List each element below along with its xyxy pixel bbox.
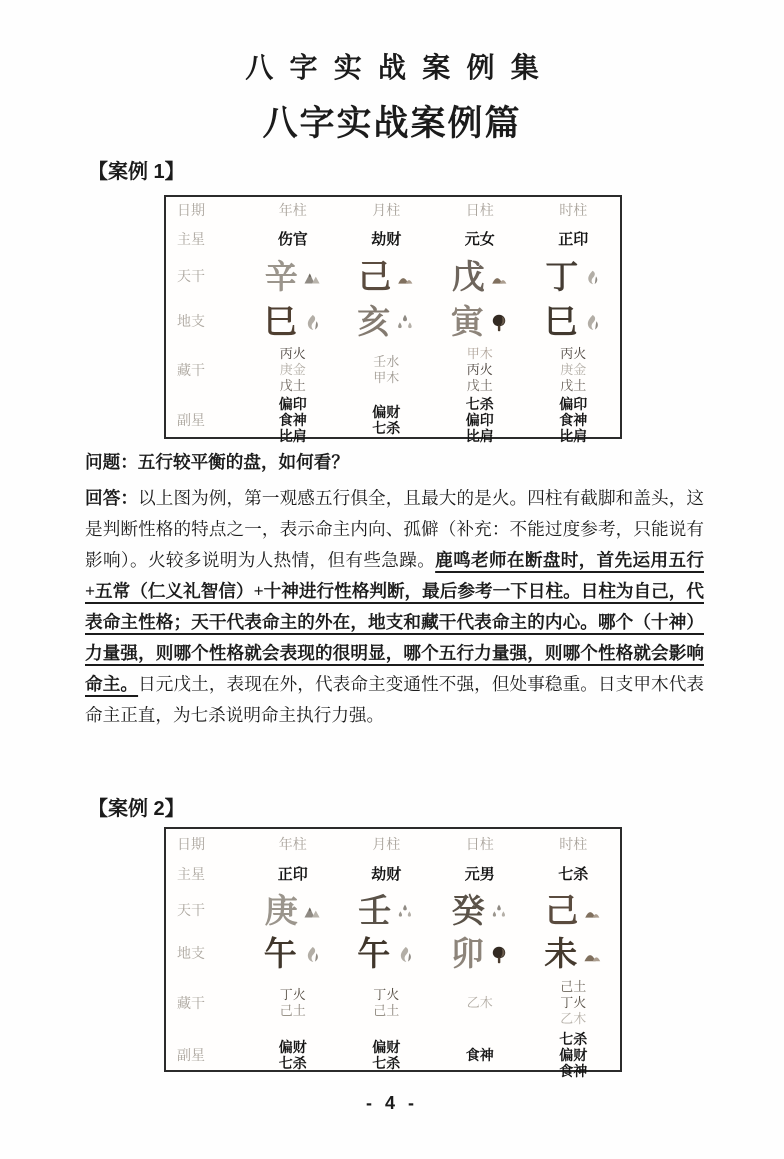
fire-icon	[302, 313, 322, 333]
stem-year	[246, 889, 340, 931]
case2-label: 【案例 2】	[88, 798, 185, 820]
sub-stars-year: 偏印 食神 比肩	[278, 396, 307, 444]
branch-day	[433, 931, 527, 975]
case1-label: 【案例 1】	[88, 161, 185, 183]
wood-icon	[489, 313, 509, 333]
branch-year	[246, 298, 340, 344]
hidden-stems-year: 丁火 己土	[279, 987, 306, 1018]
book-title: 八字实战案例集	[245, 53, 555, 84]
main-star-day: 元男	[464, 866, 495, 883]
row-label-stem: 天干	[177, 902, 205, 918]
hidden-stems-day: 甲木 丙火 戊土	[466, 346, 493, 393]
stem-month	[340, 889, 434, 931]
answer-paragraph	[85, 483, 704, 731]
wood-icon	[489, 945, 509, 965]
row-label-date: 日期	[177, 202, 205, 218]
hidden-stems-hour: 丙火 庚金 戊土	[560, 346, 587, 393]
stem-year	[246, 254, 340, 298]
earth-icon	[396, 269, 414, 287]
hidden-stems-year: 丙火 庚金 戊土	[279, 346, 306, 393]
metal-icon	[303, 903, 321, 921]
branch-char: 卯	[450, 934, 484, 972]
branch-char: 午	[357, 934, 391, 972]
sub-stars-year: 偏财 七杀	[278, 1039, 307, 1071]
branch-char: 巳	[544, 302, 578, 340]
row-label-sub-star: 副星	[177, 412, 205, 428]
fire-icon	[302, 945, 322, 965]
question-answer-block	[85, 449, 704, 731]
row-label-branch: 地支	[177, 945, 205, 961]
column-header-month: 月柱	[372, 835, 401, 852]
branch-char: 寅	[450, 302, 484, 340]
sub-stars-hour: 偏印 食神 比肩	[559, 396, 588, 444]
stem-day	[433, 889, 527, 931]
hidden-stems-month: 丁火 己土	[373, 987, 400, 1018]
branch-year	[246, 931, 340, 975]
sub-stars-month: 偏财 七杀	[372, 1039, 401, 1071]
earth-icon	[583, 903, 601, 921]
section-title: 八字实战案例篇	[262, 104, 522, 143]
column-header-month: 月柱	[372, 202, 401, 218]
stem-char: 辛	[264, 257, 298, 295]
row-label-hidden-stems: 藏干	[177, 995, 205, 1011]
main-star-day: 元女	[464, 231, 495, 248]
stem-char: 己	[545, 891, 579, 929]
sub-stars-day: 七杀 偏印 比肩	[465, 396, 494, 444]
stem-char: 己	[358, 257, 392, 295]
earth-icon	[582, 945, 602, 965]
hidden-stems-day: 乙木	[466, 995, 493, 1010]
fire-icon	[395, 945, 415, 965]
stem-hour	[527, 254, 621, 298]
answer-text-underlined: 鹿鸣老师在断盘时，首先运用五行+五常（仁义礼智信）+十神进行性格判断，最后参考一下日柱。日柱为自己，代表命主性格；天干代表命主的外在，地支和藏干代表命主的内心。哪个（十神）力量强，则哪个性格就会表现的很明显，哪个五行力量强，则哪个性格就会影响命主。	[85, 550, 704, 694]
metal-icon	[303, 269, 321, 287]
row-label-branch: 地支	[177, 313, 205, 329]
main-star-year: 伤官	[277, 231, 308, 248]
water-icon	[490, 903, 508, 921]
column-header-hour: 时柱	[559, 202, 588, 218]
answer-text-normal: 日元戊土，表现在外，代表命主变通性不强，但处事稳重。日支甲木代表命主正直，为七杀说明命主执行力强。	[85, 674, 704, 725]
branch-char: 未	[544, 934, 578, 972]
answer-label: 回答：	[85, 488, 139, 508]
main-star-hour: 七杀	[558, 866, 589, 883]
row-label-hidden-stems: 藏干	[177, 362, 205, 378]
sub-stars-hour: 七杀 偏财 食神	[559, 1031, 588, 1079]
water-icon	[396, 903, 414, 921]
column-header-year: 年柱	[278, 202, 307, 218]
column-header-hour: 时柱	[559, 835, 588, 852]
main-star-year: 正印	[277, 866, 308, 883]
branch-char: 亥	[357, 302, 391, 340]
stem-char: 戊	[451, 257, 485, 295]
hidden-stems-hour: 己土 丁火 乙木	[560, 979, 587, 1026]
earth-icon	[490, 269, 508, 287]
hidden-stems-month: 壬水 甲木	[373, 354, 400, 385]
stem-char: 庚	[264, 891, 298, 929]
stem-hour	[527, 889, 621, 931]
sub-stars-day: 食神	[465, 1047, 494, 1063]
answer-text-normal: 以上图为例，第一观感五行俱全，且最大的是火。四柱有截脚和盖头，这是判断性格的特点之一，表示命主内向、孤僻（补充：不能过度参考，只能说有影响）。火较多说明为人热情，但有些急躁。	[85, 488, 704, 570]
column-header-day: 日柱	[465, 835, 494, 852]
column-header-day: 日柱	[465, 202, 494, 218]
page-number: - 4 -	[365, 1093, 418, 1113]
row-label-sub-star: 副星	[177, 1047, 205, 1063]
row-label-date: 日期	[177, 835, 205, 852]
stem-day	[433, 254, 527, 298]
water-icon	[395, 313, 415, 333]
main-star-month: 劫财	[371, 866, 402, 883]
stem-month	[340, 254, 434, 298]
row-label-stem: 天干	[177, 268, 205, 284]
sub-stars-month: 偏财 七杀	[372, 404, 401, 436]
branch-char: 午	[263, 934, 297, 972]
branch-hour	[527, 931, 621, 975]
branch-char: 巳	[263, 302, 297, 340]
row-label-main-star: 主星	[177, 865, 205, 882]
branch-month	[340, 931, 434, 975]
main-star-month: 劫财	[371, 231, 402, 248]
row-label-main-star: 主星	[177, 230, 205, 247]
branch-hour	[527, 298, 621, 344]
question-line: 问题：五行较平衡的盘，如何看？	[85, 452, 349, 472]
branch-day	[433, 298, 527, 344]
branch-month	[340, 298, 434, 344]
stem-char: 癸	[451, 891, 485, 929]
fire-icon	[583, 269, 601, 287]
bazi-table-case2	[164, 827, 622, 1079]
main-star-hour: 正印	[558, 231, 589, 248]
bazi-table-case1	[164, 195, 622, 444]
stem-char: 丁	[545, 257, 579, 295]
column-header-year: 年柱	[278, 835, 307, 852]
fire-icon	[582, 313, 602, 333]
stem-char: 壬	[358, 891, 392, 929]
